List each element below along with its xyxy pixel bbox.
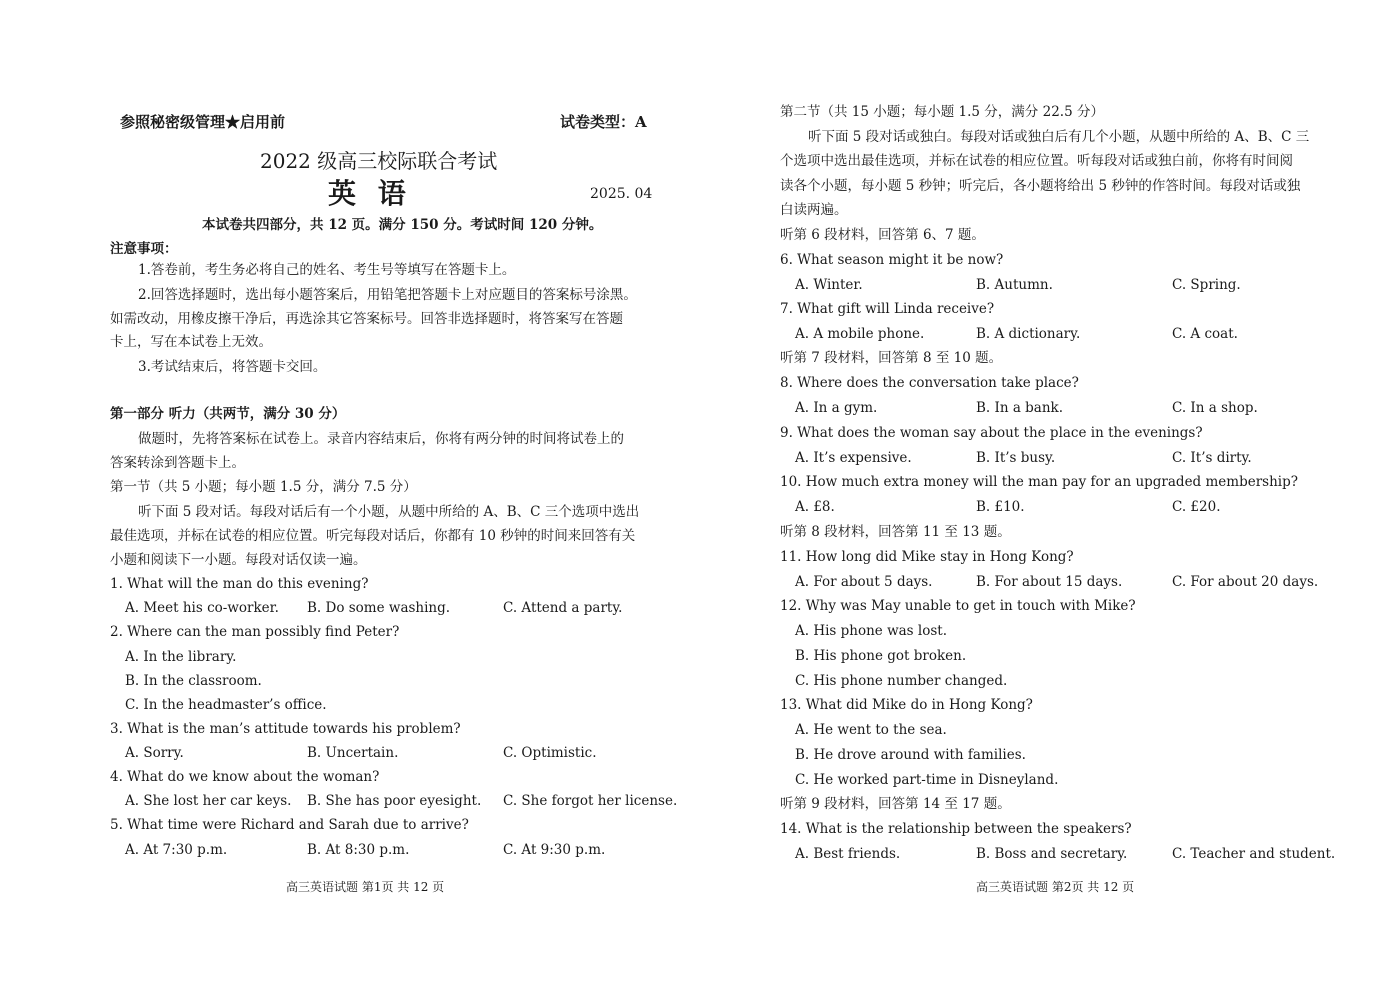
notice-title: 注意事项： [110, 241, 178, 257]
option-1a: A. Meet his co-worker. [125, 600, 279, 616]
page-footer: 高三英语试题 第1页 共 12 页 [286, 880, 445, 894]
section1-line: 听下面 5 段对话。每段对话后有一个小题，从题中所给的 A、B、C 三个选项中选出 [138, 504, 640, 520]
option-2b: B. In the classroom. [125, 673, 262, 689]
option-9a: A. It’s expensive. [795, 450, 912, 466]
option-10c: C. £20. [1172, 499, 1221, 515]
section2-title: 第二节（共 15 小题；每小题 1.5 分，满分 22.5 分） [780, 104, 1104, 120]
option-3a: A. Sorry. [125, 745, 184, 761]
material-6-heading: 听第 6 段材料，回答第 6、7 题。 [780, 227, 985, 243]
option-5a: A. At 7:30 p.m. [125, 842, 228, 858]
option-13b: B. He drove around with families. [795, 747, 1026, 763]
option-7b: B. A dictionary. [976, 326, 1081, 342]
notice-line: 1.答卷前，考生务必将自己的姓名、考生号等填写在答题卡上。 [138, 262, 516, 278]
section2-line: 白读两遍。 [780, 202, 848, 218]
option-8b: B. In a bank. [976, 400, 1064, 416]
option-14a: A. Best friends. [795, 846, 901, 862]
option-14c: C. Teacher and student. [1172, 846, 1336, 862]
option-3b: B. Uncertain. [307, 745, 399, 761]
question-4: 4. What do we know about the woman? [110, 769, 380, 785]
option-3c: C. Optimistic. [503, 745, 597, 761]
option-13a: A. He went to the sea. [795, 722, 947, 738]
option-5b: B. At 8:30 p.m. [307, 842, 410, 858]
part1-line: 做题时，先将答案标在试卷上。录音内容结束后，你将有两分钟的时间将试卷上的 [138, 431, 624, 447]
option-6c: C. Spring. [1172, 277, 1241, 293]
option-2c: C. In the headmaster’s office. [125, 697, 327, 713]
option-13c: C. He worked part-time in Disneyland. [795, 772, 1059, 788]
question-10: 10. How much extra money will the man pay for an upgraded membership? [780, 474, 1298, 490]
exam-date: 2025. 04 [590, 186, 653, 202]
notice-line: 3.考试结束后，将答题卡交回。 [138, 359, 327, 375]
option-2a: A. In the library. [125, 649, 237, 665]
option-4b: B. She has poor eyesight. [307, 793, 482, 809]
question-3: 3. What is the man’s attitude towards his problem? [110, 721, 461, 737]
right-page [780, 0, 1336, 983]
material-8-heading: 听第 8 段材料，回答第 11 至 13 题。 [780, 524, 1011, 540]
section1-title: 第一节（共 5 小题；每小题 1.5 分，满分 7.5 分） [110, 479, 417, 495]
option-14b: B. Boss and secretary. [976, 846, 1128, 862]
option-8a: A. In a gym. [795, 400, 878, 416]
part1-line: 答案转涂到答题卡上。 [110, 455, 245, 471]
subject-title: 英 语 [328, 177, 412, 210]
question-8: 8. Where does the conversation take place? [780, 375, 1079, 391]
section2-line: 听下面 5 段对话或独白。每段对话或独白后有几个小题，从题中所给的 A、B、C 三 [808, 129, 1310, 145]
question-7: 7. What gift will Linda receive? [780, 301, 995, 317]
left-page [110, 0, 678, 983]
option-11a: A. For about 5 days. [795, 574, 933, 590]
option-10a: A. £8. [795, 499, 835, 515]
question-12: 12. Why was May unable to get in touch with Mike? [780, 598, 1136, 614]
question-9: 9. What does the woman say about the place in the evenings? [780, 425, 1203, 441]
question-5: 5. What time were Richard and Sarah due to arrive? [110, 817, 469, 833]
option-7a: A. A mobile phone. [795, 326, 925, 342]
question-14: 14. What is the relationship between the speakers? [780, 821, 1132, 837]
material-9-heading: 听第 9 段材料，回答第 14 至 17 题。 [780, 796, 1011, 812]
section1-line: 小题和阅读下一小题。每段对话仅读一遍。 [110, 552, 367, 568]
option-1c: C. Attend a party. [503, 600, 623, 616]
option-6b: B. Autumn. [976, 277, 1053, 293]
option-9b: B. It’s busy. [976, 450, 1056, 466]
page-footer: 高三英语试题 第2页 共 12 页 [976, 880, 1135, 894]
option-8c: C. In a shop. [1172, 400, 1258, 416]
notice-line: 如需改动，用橡皮擦干净后，再选涂其它答案标号。回答非选择题时，将答案写在答题 [110, 311, 623, 327]
exam-title: 2022 级高三校际联合考试 [260, 149, 498, 173]
option-11b: B. For about 15 days. [976, 574, 1123, 590]
option-4c: C. She forgot her license. [503, 793, 678, 809]
option-5c: C. At 9:30 p.m. [503, 842, 606, 858]
option-7c: C. A coat. [1172, 326, 1238, 342]
confidential-label: 参照秘密级管理★启用前 [120, 113, 286, 131]
notice-line: 2.回答选择题时，选出每小题答案后，用铅笔把答题卡上对应题目的答案标号涂黑。 [138, 287, 637, 303]
option-11c: C. For about 20 days. [1172, 574, 1319, 590]
section1-line: 最佳选项，并标在试卷的相应位置。听完每段对话后，你都有 10 秒钟的时间来回答有关 [110, 528, 636, 544]
option-12a: A. His phone was lost. [795, 623, 947, 639]
notice-line: 卡上，写在本试卷上无效。 [110, 334, 272, 350]
exam-intro: 本试卷共四部分，共 12 页。满分 150 分。考试时间 120 分钟。 [202, 217, 603, 233]
section2-line: 读各个小题，每小题 5 秒钟；听完后，各小题将给出 5 秒钟的作答时间。每段对话或独 [780, 178, 1301, 194]
section2-line: 个选项中选出最佳选项，并标在试卷的相应位置。听每段对话或独白前，你将有时间阅 [780, 153, 1293, 169]
option-1b: B. Do some washing. [307, 600, 451, 616]
question-13: 13. What did Mike do in Hong Kong? [780, 697, 1033, 713]
question-6: 6. What season might it be now? [780, 252, 1004, 268]
question-2: 2. Where can the man possibly find Peter? [110, 624, 400, 640]
option-10b: B. £10. [976, 499, 1025, 515]
paper-type-label: 试卷类型：A [560, 113, 647, 131]
material-7-heading: 听第 7 段材料，回答第 8 至 10 题。 [780, 350, 1003, 366]
question-11: 11. How long did Mike stay in Hong Kong? [780, 549, 1074, 565]
option-12c: C. His phone number changed. [795, 673, 1008, 689]
option-12b: B. His phone got broken. [795, 648, 967, 664]
option-6a: A. Winter. [795, 277, 863, 293]
part1-title: 第一部分 听力（共两节，满分 30 分） [110, 406, 346, 422]
option-9c: C. It’s dirty. [1172, 450, 1252, 466]
question-1: 1. What will the man do this evening? [110, 576, 369, 592]
option-4a: A. She lost her car keys. [125, 793, 292, 809]
